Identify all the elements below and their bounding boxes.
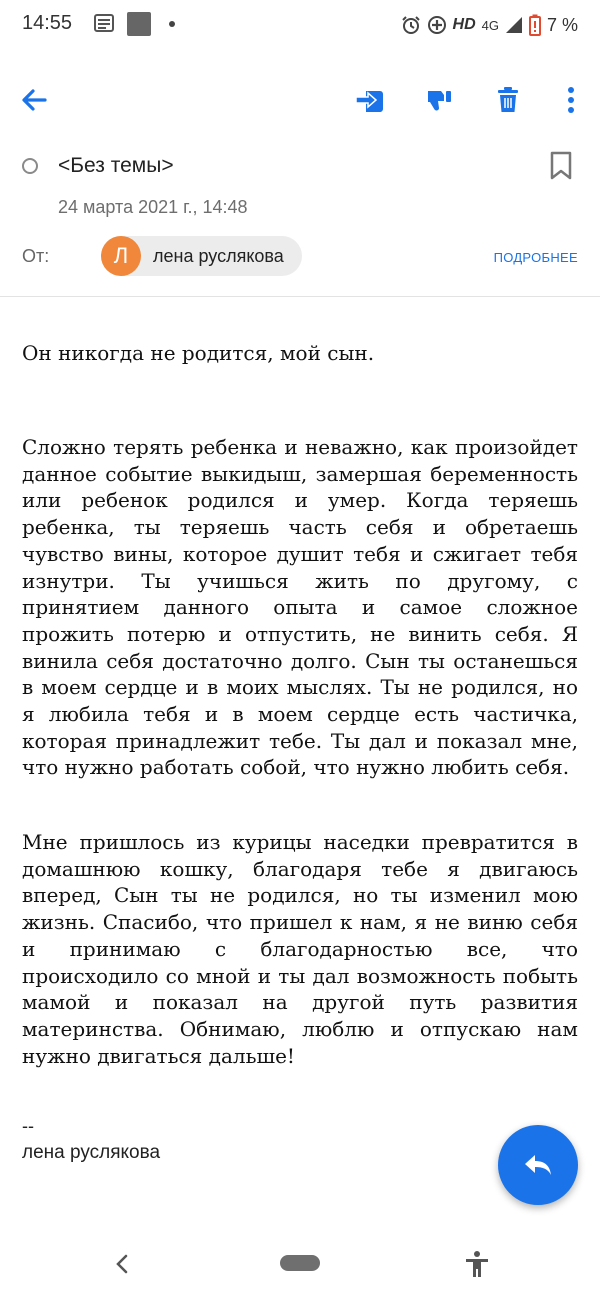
data-saver-icon [427,15,447,35]
message-date: 24 марта 2021 г., 14:48 [58,197,248,217]
more-vertical-icon [567,86,575,114]
delete-button[interactable] [490,82,526,118]
header-divider [0,296,600,297]
signature-name: лена руслякова [22,1142,161,1163]
network-hd-label: HD [452,16,476,33]
nav-back-icon[interactable] [112,1252,132,1276]
alarm-icon [401,15,421,35]
spam-thumbs-down-icon [425,86,453,114]
status-right-group [401,12,578,38]
move-to-folder-icon [354,85,386,115]
notification-app-icon [127,12,151,36]
notification-note-icon [94,14,114,32]
body-paragraph-2: Сложно терять ребенка и неважно, как произойдет данное событие выкидыш, замершая беременность или ребенок родился и умер. Когда теряешь ребенка, ты теряешь часть себя и обретаешь чувство вины, которое душит тебя и сжигает тебя изнутри. Ты учишься жить по другому, с принятием данного опыта и самое сложное прожить потерю и отпустить, не винить себя. Я винила себя достаточно долго. Сын ты останешься в моем сердце и в моих мыслях. Ты не родился, но я любила тебя и в моем сердце есть частичка, которая принадлежит тебе. Ты дал и показал мне, что нужно работать собой, что нужно любить себя. [22,435,578,780]
more-options-button[interactable] [553,82,589,118]
body-paragraph-1: Он никогда не родится, мой сын. [22,341,375,365]
message-toolbar [0,70,600,130]
nav-home-pill[interactable] [280,1255,320,1271]
details-link[interactable]: ПОДРОБНЕЕ [493,250,578,265]
delete-trash-icon [495,86,521,114]
signature-separator: -- [22,1116,34,1136]
notification-more-dot-icon [169,21,175,27]
battery-low-icon [529,14,541,36]
body-paragraph-3: Мне пришлось из курицы наседки превратится в домашнюю кошку, благодаря тебе я двигаюсь вперед, Сын ты не родился, но ты изменил мою жизнь. Спасибо, что пришел к нам, я не виню себя и принимаю с благодарностью все, что происходило со мной и ты дал возможность побыть мамой и показал на другой путь развития материнства. Обнимаю, люблю и отпускаю нам нужно двигаться дальше! [22,830,578,1068]
back-button[interactable] [16,82,52,118]
sender-avatar: Л [101,236,141,276]
move-to-folder-button[interactable] [352,82,388,118]
bookmark-icon[interactable] [549,151,573,181]
read-status-toggle[interactable] [22,158,38,174]
status-time: 14:55 [22,12,73,34]
sender-chip[interactable] [101,236,302,276]
spam-button[interactable] [421,82,457,118]
reply-icon [523,1153,553,1177]
status-bar [0,0,600,50]
from-label: От: [22,246,50,266]
signal-icon [505,16,523,34]
accessibility-icon[interactable] [464,1250,490,1278]
network-gen-label: 4G [481,17,499,33]
reply-button[interactable] [498,1125,578,1205]
back-arrow-icon [20,86,48,114]
message-subject: <Без темы> [58,154,174,177]
sender-name: лена руслякова [153,245,284,266]
battery-percent: 7 % [546,14,578,35]
